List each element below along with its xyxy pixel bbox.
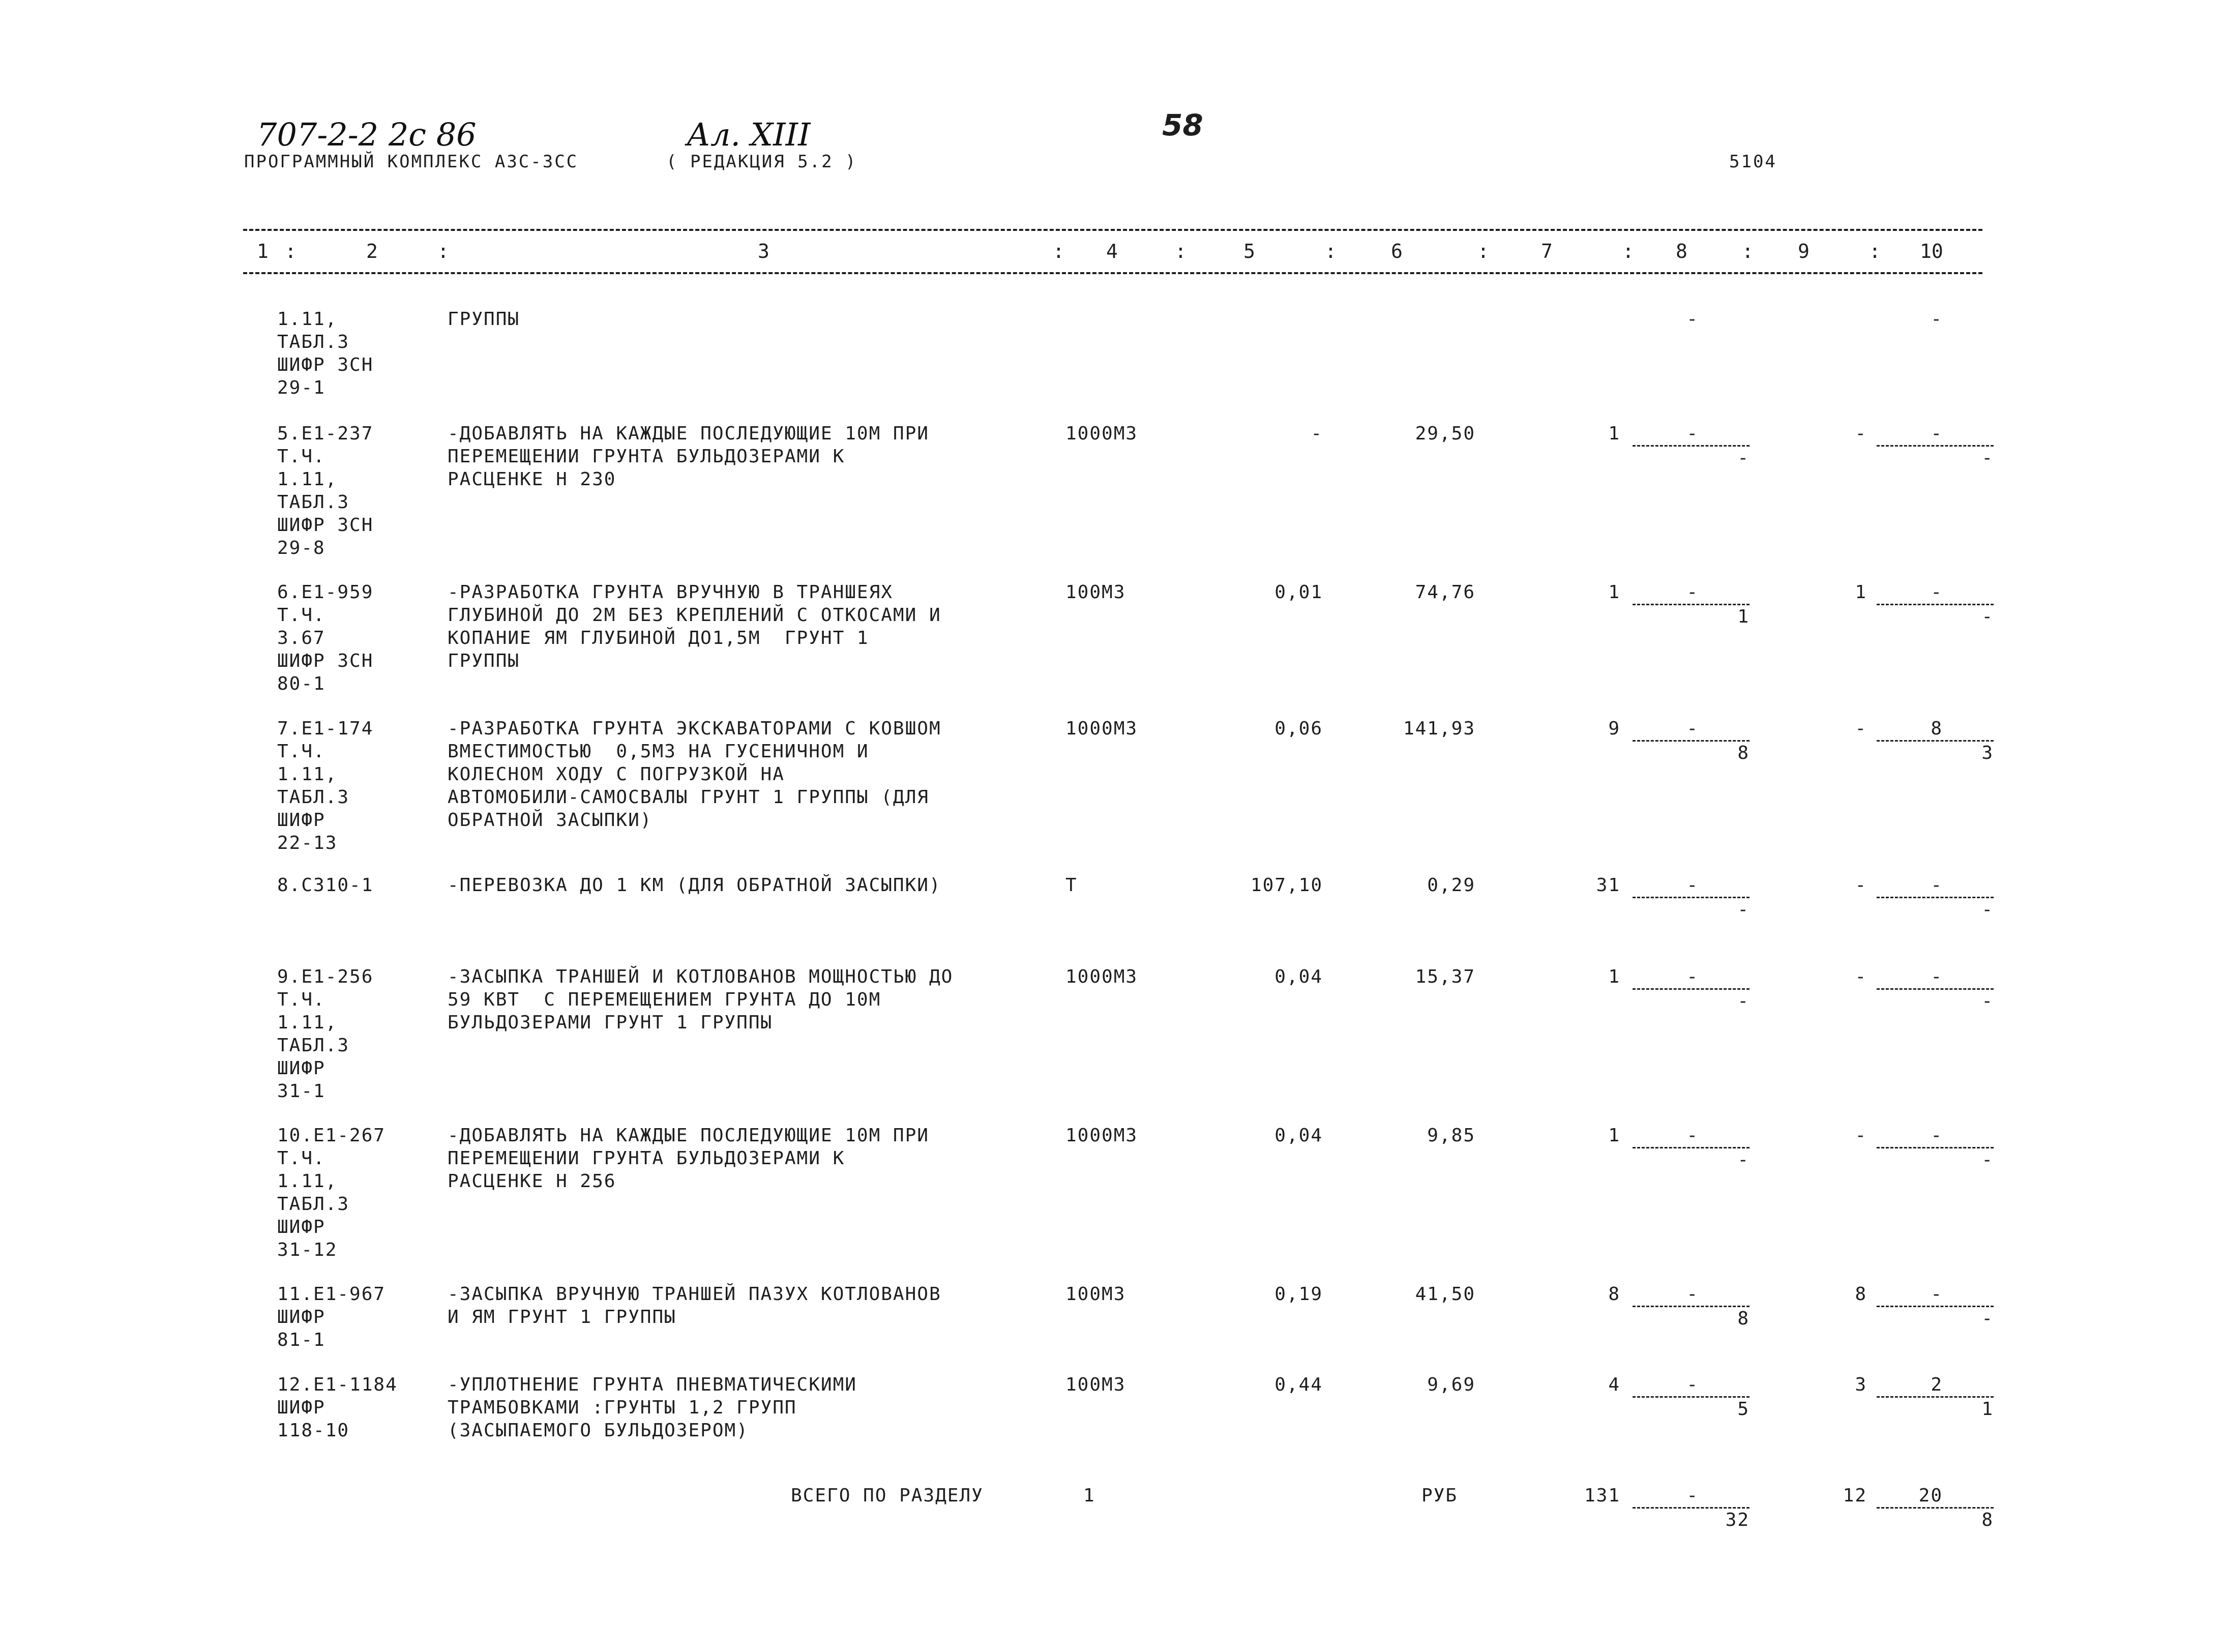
row-description: ГРУППЫ [448,309,520,330]
col-header-2: 2 [366,240,378,262]
row-price: 29,50 [1415,423,1475,444]
row-col7: 9 [1608,718,1620,739]
total-col7: 131 [1584,1485,1620,1506]
row-col7: 8 [1608,1284,1620,1305]
row-col7: 1 [1608,423,1620,444]
row-description: -РАЗРАБОТКА ГРУНТА ВРУЧНУЮ В ТРАНШЕЯХ ГЛУБИНОЙ ДО 2М БЕЗ КРЕПЛЕНИЙ С ОТКОСАМИ И КОПАНИЕ ЯМ ГЛУБИНОЙ ДО1,5М ГРУНТ 1 ГРУППЫ [448,582,941,671]
row-price: 141,93 [1403,718,1475,739]
col8-fraction: - 5 [1633,1373,1750,1421]
page-number: 58 [1162,108,1203,142]
row-price: 9,69 [1427,1374,1475,1395]
row-col7: 31 [1596,875,1620,896]
col10-fraction: - - [1877,1283,1994,1330]
sheet-label: Ал. XIII [687,116,811,153]
col10-fraction: - - [1877,965,1994,1013]
row-col9: 8 [1855,1284,1867,1305]
doc-number: 5104 [1729,152,1777,172]
header-rule-top [243,229,1982,231]
row-quantity: 0,04 [1274,1125,1323,1146]
row-unit: Т [1065,875,1078,896]
row-code: 9.Е1-256 Т.Ч. 1.11, ТАБЛ.3 ШИФР 31-1 [277,966,374,1102]
row-col7: 4 [1608,1374,1620,1395]
row-code: 1.11, ТАБЛ.3 ШИФР ЗСН 29-1 [277,309,374,398]
col8-fraction: - - [1633,422,1750,469]
col-header-7: 7 [1541,240,1553,262]
row-col9: - [1855,718,1867,739]
col8-fraction: - - [1633,874,1750,921]
row-code: 10.Е1-267 Т.Ч. 1.11, ТАБЛ.3 ШИФР 31-12 [277,1125,386,1260]
row-unit: 100М3 [1065,1284,1126,1305]
col8-fraction: - - [1633,965,1750,1013]
col10-fraction: - - [1877,874,1994,921]
col-header-3: 3 [758,240,769,262]
total-col6: РУБ [1421,1485,1458,1506]
row-description: -ДОБАВЛЯТЬ НА КАЖДЫЕ ПОСЛЕДУЮЩИЕ 10М ПРИ ПЕРЕМЕЩЕНИИ ГРУНТА БУЛЬДОЗЕРАМИ К РАСЦЕНКЕ Н 256 [448,1125,929,1192]
row-code: 6.Е1-959 Т.Ч. 3.67 ШИФР ЗСН 80-1 [277,582,374,694]
row-price: 9,85 [1427,1125,1475,1146]
row-description: -УПЛОТНЕНИЕ ГРУНТА ПНЕВМАТИЧЕСКИМИ ТРАМБОВКАМИ :ГРУНТЫ 1,2 ГРУПП (ЗАСЫПАЕМОГО БУЛЬДОЗЕРОМ) [448,1374,857,1441]
row-description: -РАЗРАБОТКА ГРУНТА ЭКСКАВАТОРАМИ С КОВШОМ ВМЕСТИМОСТЬЮ 0,5М3 НА ГУСЕНИЧНОМ И КОЛЕСНОМ ХОДУ С ПОГРУЗКОЙ НА АВТОМОБИЛИ-САМОСВАЛЫ ГРУНТ 1 ГРУППЫ (ДЛЯ ОБРАТНОЙ ЗАСЫПКИ) [448,718,941,831]
total-col10-fraction: 20 8 [1877,1484,1994,1531]
program-title: ПРОГРАММНЫЙ КОМПЛЕКС АЗС-ЗСС [244,152,579,172]
col8-fraction: - - [1633,1124,1750,1171]
row-code: 5.Е1-237 Т.Ч. 1.11, ТАБЛ.3 ШИФР ЗСН 29-8 [277,423,374,558]
row-unit: 1000М3 [1065,718,1138,739]
col-header-4: 4 [1106,240,1118,262]
col-header-10: 10 [1920,240,1943,262]
row-col7: 1 [1608,966,1620,987]
total-label: ВСЕГО ПО РАЗДЕЛУ [791,1485,984,1506]
row-col7: 1 [1608,582,1620,603]
row-code: 7.Е1-174 Т.Ч. 1.11, ТАБЛ.3 ШИФР 22-13 [277,718,374,853]
row-description: -ЗАСЫПКА ТРАНШЕЙ И КОТЛОВАНОВ МОЩНОСТЬЮ ДО 59 КВТ С ПЕРЕМЕЩЕНИЕМ ГРУНТА ДО 10М БУЛЬДОЗЕРАМИ ГРУНТ 1 ГРУППЫ [448,966,954,1033]
row-description: -ЗАСЫПКА ВРУЧНУЮ ТРАНШЕЙ ПАЗУХ КОТЛОВАНОВ И ЯМ ГРУНТ 1 ГРУППЫ [448,1284,941,1328]
col-header-6: 6 [1391,240,1403,262]
row-description: -ДОБАВЛЯТЬ НА КАЖДЫЕ ПОСЛЕДУЮЩИЕ 10М ПРИ ПЕРЕМЕЩЕНИИ ГРУНТА БУЛЬДОЗЕРАМИ К РАСЦЕНКЕ Н 230 [448,423,929,490]
edition-label: ( РЕДАКЦИЯ 5.2 ) [666,152,857,172]
total-col4: 1 [1083,1485,1095,1506]
row-quantity: 0,44 [1274,1374,1323,1395]
col-header-1: 1 [257,240,269,262]
row-code: 8.С310-1 [277,875,374,896]
column-header-row: 1 : 2 : 3 : 4 : 5 : 6 : 7 : 8 : 9 : 10 [257,240,1943,262]
col10-fraction: - - [1877,581,1994,628]
row-price: 41,50 [1415,1284,1475,1305]
row-description: -ПЕРЕВОЗКА ДО 1 КМ (ДЛЯ ОБРАТНОЙ ЗАСЫПКИ) [448,875,941,896]
row-col9: - [1855,423,1867,444]
row-quantity: 0,06 [1274,718,1323,739]
row-unit: 1000М3 [1065,423,1138,444]
col8-fraction: - 1 [1633,581,1750,628]
col10-fraction: 2 1 [1877,1373,1994,1421]
row-quantity: 0,19 [1274,1284,1323,1305]
col-header-5: 5 [1243,240,1255,262]
col8-fraction: - 8 [1633,1283,1750,1330]
col8-fraction: - 8 [1633,717,1750,764]
total-col9: 12 [1843,1485,1867,1506]
col10-fraction: - - [1877,422,1994,469]
row-col9: 1 [1855,582,1867,603]
row-col7: 1 [1608,1125,1620,1146]
col8-value: - [1686,309,1699,330]
row-code: 12.Е1-1184 ШИФР 118-10 [277,1374,398,1441]
row-unit: 100М3 [1065,582,1126,603]
col-header-8: 8 [1676,240,1687,262]
handwritten-code: 707-2-2 2с 86 [257,116,477,153]
row-unit: 100М3 [1065,1374,1126,1395]
row-col9: - [1855,875,1867,896]
row-col9: - [1855,1125,1867,1146]
col10-fraction: 8 3 [1877,717,1994,764]
row-price: 0,29 [1427,875,1475,896]
row-code: 11.Е1-967 ШИФР 81-1 [277,1284,386,1350]
row-quantity: 0,04 [1274,966,1323,987]
row-quantity: 0,01 [1274,582,1323,603]
row-unit: 1000М3 [1065,1125,1138,1146]
col-header-9: 9 [1798,240,1810,262]
row-price: 74,76 [1415,582,1475,603]
row-col9: - [1855,966,1867,987]
row-unit: 1000М3 [1065,966,1138,987]
row-col9: 3 [1855,1374,1867,1395]
col10-value: - [1931,309,1943,330]
row-quantity: 107,10 [1250,875,1323,896]
row-price: 15,37 [1415,966,1475,987]
col10-fraction: - - [1877,1124,1994,1171]
row-quantity: - [1311,423,1323,444]
header-rule-bottom [243,272,1982,274]
total-col8-fraction: - 32 [1633,1484,1750,1531]
